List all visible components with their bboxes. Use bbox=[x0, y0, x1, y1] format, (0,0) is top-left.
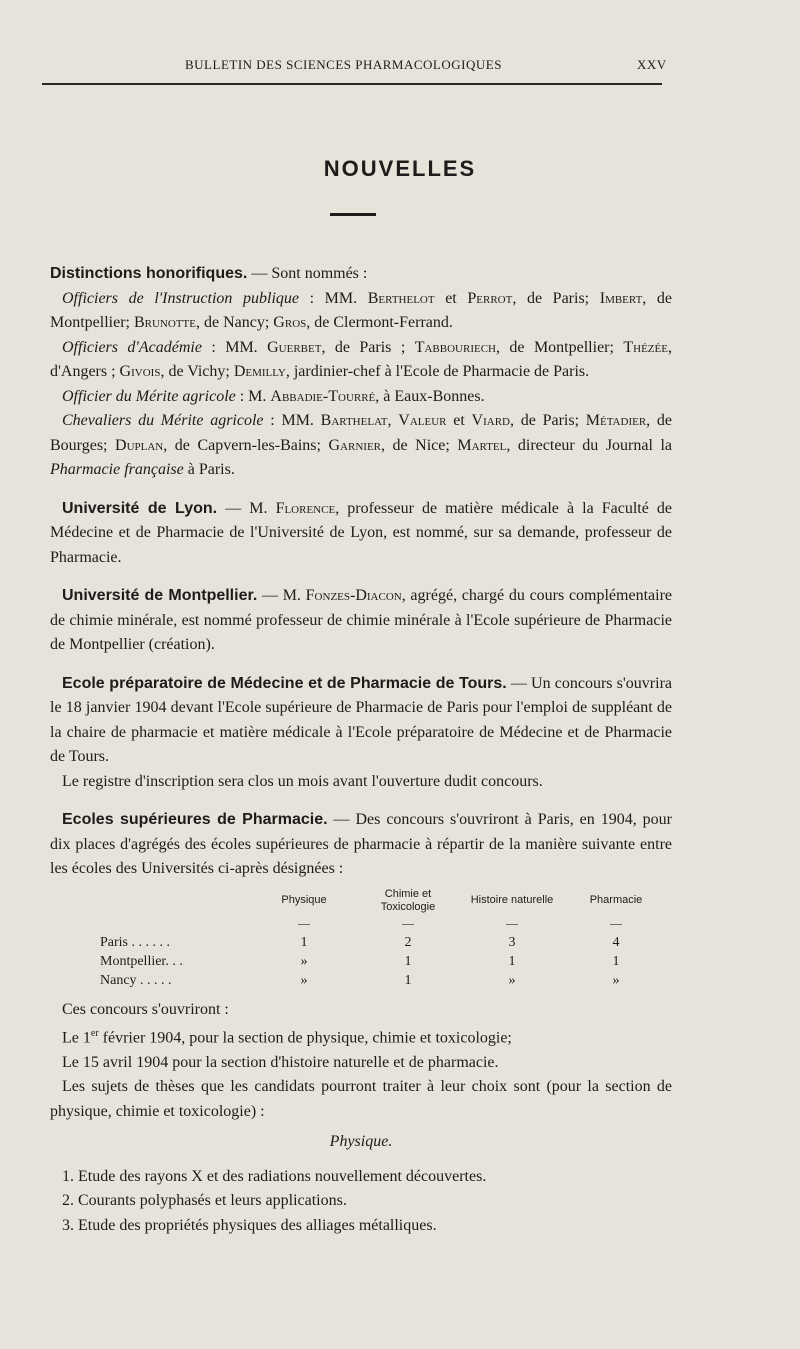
category: Officiers d'Académie bbox=[62, 338, 202, 356]
person-name: Barthelat bbox=[320, 412, 388, 429]
table-row bbox=[100, 952, 668, 971]
text: , de Capvern-les-Bains; bbox=[163, 436, 329, 454]
distinction-paragraph bbox=[50, 409, 672, 483]
superscript: er bbox=[90, 1028, 99, 1039]
person-name: Givois bbox=[119, 363, 161, 380]
text: Le 1 bbox=[62, 1029, 91, 1047]
text: , de Paris ; bbox=[321, 338, 415, 356]
montpellier-paragraph bbox=[50, 584, 672, 658]
table-cell: 1 bbox=[404, 972, 412, 988]
category: Chevaliers du Mérite agricole bbox=[62, 412, 264, 429]
text: , bbox=[387, 412, 399, 429]
person-name: Guerbet bbox=[267, 338, 322, 356]
table-cell: 4 bbox=[612, 934, 620, 950]
table-cell: 1 bbox=[300, 934, 308, 950]
text: , d'Angers ; bbox=[50, 338, 672, 380]
text: , directeur du Journal la bbox=[506, 436, 673, 454]
text: , de Bourges; bbox=[50, 412, 673, 454]
text: — Un concours s'ouvrira le 18 janvier 1904 devant l'Ecole supérieure de Pharmacie de Paris pour l'emploi de suppléant de la chaire de pharmacie et matière médicale à l'Ecole préparatoire de Médecine et de Pharmacie de Tours. bbox=[50, 674, 672, 765]
text: , de Montpellier; bbox=[496, 338, 624, 356]
header-rule bbox=[42, 83, 662, 85]
concours-intro: Ces concours s'ouvriront : bbox=[62, 1000, 229, 1018]
ecoles-paragraph bbox=[50, 808, 672, 882]
person-name: Duplan bbox=[115, 436, 164, 454]
person-name: Valeur bbox=[398, 412, 447, 429]
table-cell: 2 bbox=[404, 934, 412, 950]
table-row bbox=[100, 933, 668, 952]
distinction-paragraph bbox=[50, 287, 672, 336]
lyon-paragraph bbox=[50, 497, 672, 571]
table-cell: 3 bbox=[508, 934, 516, 950]
table-row bbox=[100, 971, 668, 990]
table-cell bbox=[100, 914, 252, 933]
thesis-list bbox=[50, 1165, 672, 1239]
list-item: 3. Etude des propriétés physiques des alliages métalliques. bbox=[62, 1216, 437, 1234]
text: : MM. bbox=[299, 289, 368, 307]
row-label: Montpellier. . . bbox=[100, 953, 183, 969]
table-cell: » bbox=[300, 972, 308, 988]
section-heading: Ecole préparatoire de Médecine et de Pharmacie de Tours. bbox=[62, 674, 507, 692]
tours-paragraph bbox=[50, 672, 672, 770]
table-cell: 1 bbox=[612, 953, 620, 969]
distinctions-intro bbox=[50, 262, 672, 287]
text: , de Paris; bbox=[509, 412, 586, 429]
person-name: Fonzes-Diacon bbox=[305, 587, 402, 604]
text: , de Nancy; bbox=[195, 314, 274, 331]
concours-date-2: Le 15 avril 1904 pour la section d'histoire naturelle et de pharmacie. bbox=[62, 1053, 499, 1071]
subheading bbox=[50, 1130, 672, 1155]
dash: — bbox=[610, 915, 622, 930]
person-name: Demilly bbox=[233, 363, 286, 380]
row-label: Nancy . . . . . bbox=[100, 972, 172, 988]
person-name: Métadier bbox=[585, 412, 647, 429]
text: , de Vichy; bbox=[160, 363, 234, 380]
row-label: Paris . . . . . . bbox=[100, 934, 170, 950]
distinction-paragraph bbox=[50, 336, 672, 385]
text: — M. bbox=[217, 499, 276, 517]
table-corner bbox=[100, 888, 252, 914]
section-heading: Distinctions honorifiques. bbox=[50, 265, 248, 282]
text: , de Montpellier; bbox=[50, 289, 673, 331]
text: et bbox=[446, 412, 472, 429]
text: , de Nice; bbox=[381, 436, 458, 454]
section-heading: Université de Montpellier. bbox=[62, 587, 258, 604]
article-body bbox=[50, 262, 672, 1238]
journal-title: Pharmacie française bbox=[50, 461, 184, 478]
page-number: XXV bbox=[637, 57, 667, 72]
text: : MM. bbox=[201, 338, 268, 356]
person-name: Berthelot bbox=[367, 289, 435, 307]
person-name: Garnier bbox=[328, 436, 381, 454]
text: à Paris. bbox=[183, 461, 235, 478]
category: Officiers de l'Instruction publique bbox=[62, 289, 300, 307]
text: , de Clermont-Ferrand. bbox=[306, 314, 453, 331]
dash: — bbox=[402, 915, 414, 930]
column-header: Pharmacie bbox=[589, 894, 643, 906]
list-item: 2. Courants polyphasés et leurs applications. bbox=[62, 1192, 347, 1210]
person-name: Thézée bbox=[623, 338, 668, 356]
section-heading: Ecoles supérieures de Pharmacie. bbox=[62, 811, 328, 828]
text: , professeur de matière médicale à la Faculté de Médecine et de Pharmacie de l'Université de Lyon, est nommé, sur sa demande, professeur de Pharmacie. bbox=[50, 499, 673, 566]
text: , agrégé, chargé du cours complémentaire de chimie minérale, est nommé professeur de chimie minérale à l'Ecole supérieure de Pharmacie de Montpellier (création). bbox=[50, 587, 673, 653]
text: février 1904, pour la section de physique, chimie et toxicologie; bbox=[98, 1029, 512, 1047]
dash: — bbox=[506, 915, 518, 930]
text: — Des concours s'ouvriront à Paris, en 1904, pour dix places d'agrégés des écoles supérieures de pharmacie à répartir de la manière suivante entre les écoles des Universités ci-après désignées : bbox=[50, 811, 673, 877]
dash: — bbox=[298, 915, 310, 930]
list-item: 1. Etude des rayons X et des radiations nouvellement découvertes. bbox=[62, 1167, 487, 1185]
title-rule bbox=[330, 213, 376, 216]
table-cell: 1 bbox=[404, 953, 412, 969]
person-name: Abbadie-Tourré bbox=[270, 387, 376, 405]
theses-intro: Les sujets de thèses que les candidats pourront traiter à leur choix sont (pour la section de physique, chimie et toxicologie) : bbox=[50, 1078, 672, 1120]
text: et bbox=[434, 289, 468, 307]
section-heading: Université de Lyon. bbox=[62, 499, 218, 517]
text: , de Paris; bbox=[512, 289, 600, 307]
column-header: Chimie et Toxicologie bbox=[380, 887, 436, 913]
dash-row bbox=[100, 914, 668, 933]
text: : MM. bbox=[263, 412, 321, 429]
page-title: NOUVELLES bbox=[323, 156, 477, 181]
subheading-text: Physique. bbox=[329, 1133, 393, 1151]
person-name: Martel bbox=[457, 436, 507, 454]
table-header bbox=[100, 888, 668, 914]
concours-date-1 bbox=[50, 1022, 672, 1051]
text: — M. bbox=[257, 587, 306, 604]
text: — Sont nommés : bbox=[247, 265, 368, 282]
positions-table bbox=[100, 888, 668, 990]
text: : M. bbox=[235, 387, 271, 405]
person-name: Brunotte bbox=[133, 314, 196, 331]
running-header bbox=[0, 57, 800, 77]
table-cell: » bbox=[612, 972, 620, 988]
person-name: Tabbouriech bbox=[414, 338, 496, 356]
person-name: Viard bbox=[471, 412, 510, 429]
person-name: Gros bbox=[273, 314, 307, 331]
text: , à Eaux-Bonnes. bbox=[375, 387, 485, 405]
running-title: BULLETIN DES SCIENCES PHARMACOLOGIQUES bbox=[185, 57, 502, 72]
table-cell: » bbox=[508, 972, 516, 988]
category: Officier du Mérite agricole bbox=[62, 387, 236, 405]
table-cell: 1 bbox=[508, 953, 516, 969]
distinction-paragraph bbox=[50, 385, 672, 410]
text: , jardinier-chef à l'Ecole de Pharmacie de Paris. bbox=[285, 363, 590, 380]
column-header: Histoire naturelle bbox=[470, 894, 554, 906]
person-name: Perrot bbox=[467, 289, 513, 307]
column-header: Physique bbox=[281, 894, 327, 906]
person-name: Imbert bbox=[599, 289, 643, 307]
person-name: Florence bbox=[275, 499, 336, 517]
tours-paragraph-2: Le registre d'inscription sera clos un mois avant l'ouverture dudit concours. bbox=[62, 772, 543, 790]
table-cell: » bbox=[300, 953, 308, 969]
